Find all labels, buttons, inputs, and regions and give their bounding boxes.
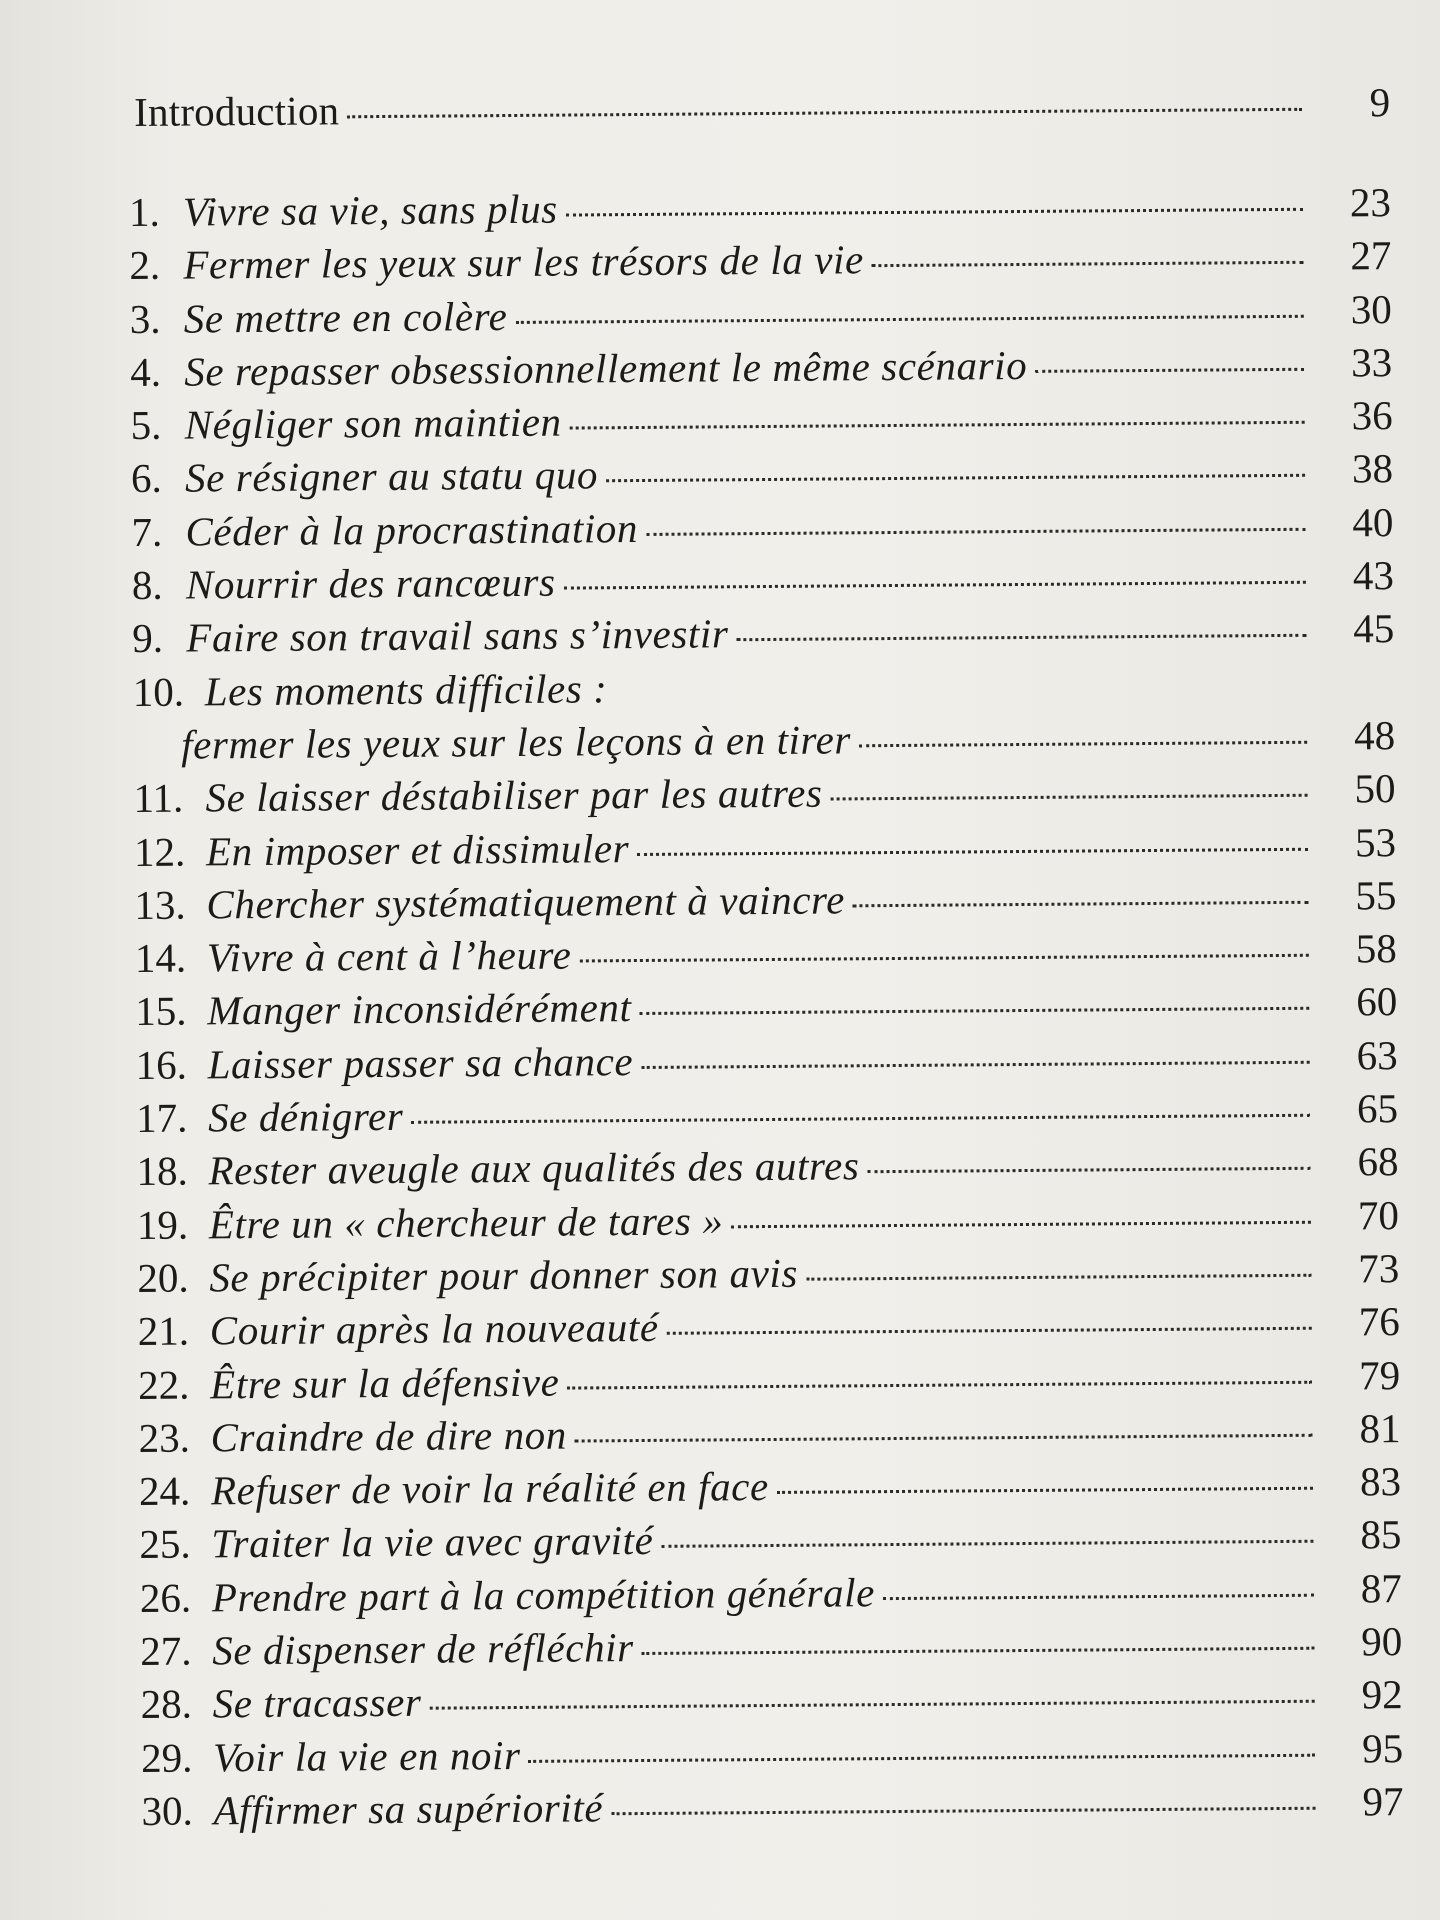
spacer — [608, 696, 1395, 702]
toc-entry-page: 40 — [1352, 498, 1394, 546]
toc-entry-page: 30 — [1350, 285, 1392, 332]
toc-entry-page: 60 — [1356, 978, 1398, 1025]
toc-entry — [134, 871, 1396, 934]
toc-entry-number: 3. — [129, 295, 161, 342]
toc-entry-number: 16. — [135, 1041, 188, 1088]
dot-leader — [516, 314, 1304, 323]
toc-entry-number: 24. — [138, 1467, 191, 1515]
dot-leader — [566, 208, 1303, 217]
dot-leader — [883, 1593, 1314, 1599]
dot-leader — [867, 1167, 1310, 1173]
dot-leader — [570, 421, 1305, 430]
toc-entry-page: 83 — [1359, 1458, 1402, 1505]
toc-entry-title: Vivre sa vie, sans plus — [182, 185, 558, 235]
dot-leader — [429, 1700, 1314, 1710]
toc-entry-number: 18. — [136, 1147, 188, 1195]
toc-entry-title: Se précipiter pour donner son avis — [209, 1249, 799, 1301]
toc-entry-page: 85 — [1360, 1511, 1402, 1558]
toc-entry-page: 55 — [1355, 871, 1397, 919]
toc-entry-page: 76 — [1358, 1298, 1400, 1345]
toc-entry — [134, 818, 1396, 881]
toc-entry — [130, 285, 1392, 348]
table-of-contents — [128, 78, 1404, 1840]
toc-entry-page: 38 — [1351, 445, 1394, 492]
toc-entry — [136, 1084, 1398, 1147]
toc-entry-page: 43 — [1352, 552, 1395, 599]
toc-entry — [140, 1564, 1402, 1627]
toc-entry — [129, 178, 1391, 241]
dot-leader — [579, 954, 1308, 963]
toc-entry — [138, 1297, 1400, 1360]
dot-leader — [641, 1060, 1309, 1068]
toc-entry-number: 20. — [137, 1254, 189, 1301]
toc-entry — [136, 1137, 1398, 1200]
toc-entry-title: Courir après la nouveauté — [209, 1304, 659, 1354]
dot-leader — [575, 1434, 1313, 1443]
toc-entry-page: 45 — [1353, 605, 1395, 652]
toc-entry-page: 95 — [1361, 1724, 1404, 1771]
dot-leader — [529, 1753, 1316, 1762]
toc-entry-title: Vivre à cent à l’heure — [206, 931, 572, 981]
toc-entry-number: 25. — [139, 1520, 191, 1568]
toc-entry-title: Prendre part à la compétition générale — [211, 1568, 876, 1621]
toc-entry-number: 19. — [136, 1201, 189, 1248]
toc-entry — [138, 1351, 1400, 1414]
toc-entry-number: 14. — [134, 934, 187, 982]
toc-entry-title: Céder à la procrastination — [185, 504, 639, 555]
toc-entry — [140, 1617, 1402, 1680]
toc-entry-continuation — [133, 711, 1395, 774]
toc-entry-number: 29. — [140, 1734, 193, 1781]
toc-entry-number: 2. — [129, 242, 161, 289]
toc-entry-number: 11. — [133, 774, 184, 822]
dot-leader — [637, 847, 1308, 855]
toc-entry-title: Rester aveugle aux qualités des autres — [208, 1142, 860, 1194]
toc-entry-page: 87 — [1360, 1564, 1402, 1612]
toc-entry-title: Se mettre en colère — [183, 292, 508, 342]
toc-entry — [131, 498, 1393, 561]
toc-entry-title: Se dénigrer — [207, 1092, 404, 1141]
toc-entry-title: Se tracasser — [212, 1679, 422, 1727]
dot-leader — [853, 901, 1309, 908]
toc-entry-page: 58 — [1355, 925, 1397, 972]
toc-entry-title: Affirmer sa supériorité — [213, 1784, 604, 1834]
toc-entry-page: 73 — [1358, 1244, 1400, 1292]
toc-entry-title: Nourrir des rancœurs — [185, 558, 556, 608]
toc-entry-number: 21. — [137, 1307, 190, 1355]
dot-leader — [646, 528, 1305, 536]
dot-leader — [872, 261, 1304, 267]
toc-entry-title: Se repasser obsessionnellement le même scénario — [184, 341, 1028, 395]
toc-introduction-page: 9 — [1369, 79, 1391, 126]
toc-entry — [139, 1457, 1401, 1520]
toc-entry-number: 6. — [130, 455, 162, 502]
toc-entry — [133, 658, 1395, 721]
toc-entry-title: Refuser de voir la réalité en face — [210, 1463, 769, 1514]
toc-entry-page: 70 — [1357, 1191, 1400, 1239]
toc-entry-title: En imposer et dissimuler — [205, 824, 630, 874]
toc-entry-title: Chercher systématiquement à vaincre — [206, 876, 846, 928]
toc-entry — [132, 604, 1394, 667]
toc-entry-page: 50 — [1354, 765, 1396, 812]
dot-leader — [411, 1114, 1310, 1124]
toc-entry-page: 63 — [1356, 1031, 1398, 1079]
toc-entry-page: 79 — [1358, 1351, 1401, 1398]
toc-entries — [129, 178, 1404, 1840]
toc-entry-title: Laisser passer sa chance — [207, 1037, 634, 1088]
toc-entry-page: 27 — [1350, 232, 1392, 279]
toc-entry-number: 7. — [131, 508, 163, 555]
toc-entry-title: Faire son travail sans s’investir — [186, 610, 729, 661]
toc-entry-number: 26. — [139, 1574, 192, 1621]
toc-entry-number: 5. — [130, 401, 162, 449]
toc-entry — [131, 445, 1393, 508]
toc-entry — [130, 391, 1392, 454]
toc-entry-page: 36 — [1351, 392, 1393, 439]
toc-entry-title: Se résigner au statu quo — [184, 451, 599, 502]
dot-leader — [806, 1274, 1311, 1281]
toc-entry-number: 9. — [132, 615, 164, 662]
toc-entry-title: Se dispenser de réfléchir — [212, 1624, 634, 1674]
toc-entry-number: 15. — [135, 988, 187, 1035]
dot-leader — [831, 794, 1308, 801]
dot-leader — [347, 108, 1302, 118]
dot-leader — [640, 1007, 1310, 1015]
toc-entry-title: Traiter la vie avec gravité — [211, 1517, 654, 1567]
toc-entry-page: 81 — [1359, 1404, 1401, 1452]
toc-entry-page: 97 — [1362, 1777, 1404, 1825]
toc-entry-page: 53 — [1354, 818, 1397, 865]
toc-entry — [139, 1510, 1401, 1573]
toc-entry-number: 8. — [131, 561, 163, 609]
toc-entry-title: Fermer les yeux sur les trésors de la vie — [183, 236, 865, 288]
toc-entry-title: Être un « chercheur de tares » — [208, 1197, 724, 1248]
toc-entry-title: Se laisser déstabiliser par les autres — [205, 769, 823, 821]
dot-leader — [736, 634, 1306, 641]
dot-leader — [662, 1540, 1314, 1548]
toc-entry — [133, 764, 1395, 827]
dot-leader — [564, 581, 1306, 590]
toc-entry-number: 1. — [128, 188, 160, 235]
toc-entry-title: Craindre de dire non — [210, 1411, 568, 1461]
dot-leader — [606, 474, 1305, 482]
toc-entry-number: 28. — [140, 1680, 193, 1728]
toc-entry — [141, 1670, 1403, 1733]
toc-entry-number: 23. — [138, 1414, 191, 1461]
toc-entry — [137, 1244, 1399, 1307]
toc-entry-title: Manger inconsidérément — [207, 984, 632, 1034]
toc-entry-number: 30. — [141, 1787, 193, 1834]
toc-entry-page: 68 — [1357, 1138, 1399, 1185]
dot-leader — [731, 1220, 1311, 1228]
toc-introduction-label: Introduction — [134, 87, 340, 135]
dot-leader — [777, 1487, 1313, 1494]
toc-entry — [135, 978, 1397, 1041]
toc-entry-number: 12. — [133, 828, 186, 875]
toc-entry — [132, 551, 1394, 614]
toc-entry-title: Les moments difficiles : — [204, 664, 608, 715]
toc-entry-number: 10. — [132, 668, 185, 715]
toc-entry-number: 17. — [135, 1094, 188, 1142]
toc-entry — [138, 1404, 1400, 1467]
toc-entry-number: 27. — [140, 1627, 192, 1674]
dot-leader — [642, 1647, 1315, 1655]
toc-entry-title-continued: fermer les yeux sur les leçons à en tirer — [180, 716, 852, 768]
toc-entry-number: 22. — [138, 1361, 190, 1408]
toc-entry-number: 4. — [130, 348, 162, 395]
toc-entry-page: 23 — [1349, 179, 1392, 226]
toc-entry-page: 65 — [1356, 1085, 1399, 1132]
toc-entry-page: 48 — [1353, 712, 1396, 759]
dot-leader — [1035, 368, 1304, 373]
toc-entry-number: 13. — [134, 881, 186, 928]
toc-entry — [135, 924, 1397, 987]
toc-entry — [129, 231, 1391, 294]
dot-leader — [667, 1327, 1312, 1335]
toc-introduction — [128, 78, 1390, 148]
toc-entry-page: 33 — [1351, 338, 1393, 386]
toc-entry — [135, 1031, 1397, 1094]
toc-entry — [130, 338, 1392, 401]
toc-entry — [137, 1191, 1399, 1254]
dot-leader — [611, 1807, 1315, 1816]
toc-entry-page: 92 — [1361, 1671, 1403, 1718]
toc-entry-title: Négliger son maintien — [184, 398, 562, 448]
toc-entry — [141, 1724, 1403, 1787]
toc-entry-title: Être sur la défensive — [209, 1358, 560, 1407]
dot-leader — [859, 741, 1307, 748]
toc-entry-page: 90 — [1361, 1618, 1403, 1665]
toc-entry — [141, 1777, 1403, 1840]
dot-leader — [567, 1380, 1312, 1389]
toc-entry-title: Voir la vie en noir — [212, 1731, 521, 1780]
